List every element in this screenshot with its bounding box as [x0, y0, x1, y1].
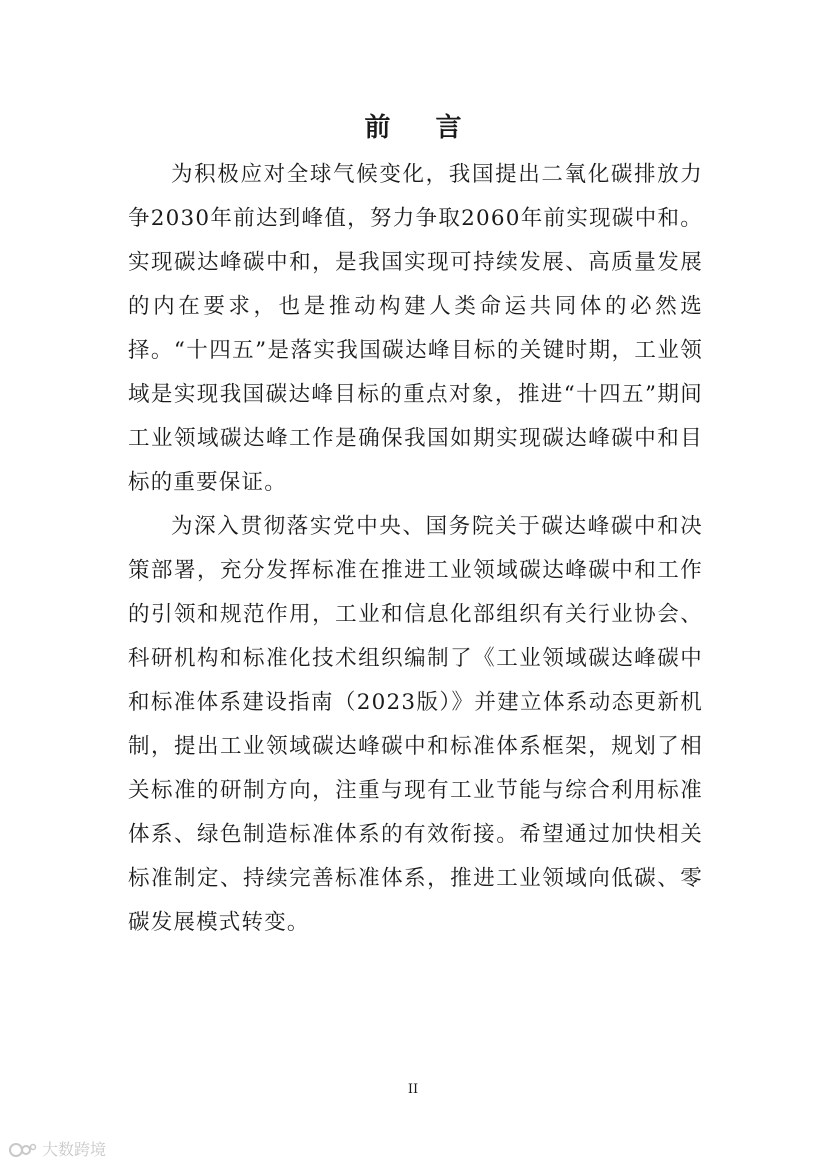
watermark-text: 大数跨境: [42, 1140, 107, 1159]
page-number: II: [407, 1082, 419, 1097]
page-title: 前 言: [364, 113, 480, 143]
watermark: [8, 1140, 106, 1160]
body-text: [128, 153, 703, 945]
paragraph-2: 为深入贯彻落实党中央、国务院关于碳达峰碳中和决策部署，充分发挥标准在推进工业领域碳达峰碳中和工作的引领和规范作用，工业和信息化部组织有关行业协会、科研机构和标准化技术组织编制了《工业领域碳达峰碳中和标准体系建设指南（2023版）》并建立体系动态更新机制，提出工业领域碳达峰碳中和标准体系框架，规划了相关标准的研制方向，注重与现有工业节能与综合利用标准体系、绿色制造标准体系的有效衔接。希望通过加快相关标准制定、持续完善标准体系，推进工业领域向低碳、零碳发展模式转变。: [128, 514, 703, 935]
paragraph-1: 为积极应对全球气候变化，我国提出二氧化碳排放力争2030年前达到峰值，努力争取2060年前实现碳中和。实现碳达峰碳中和，是我国实现可持续发展、高质量发展的内在要求，也是推动构建人类命运共同体的必然选择。“十四五”是落实我国碳达峰目标的关键时期，工业领域是实现我国碳达峰目标的重点对象，推进“十四五”期间工业领域碳达峰工作是确保我国如期实现碳达峰碳中和目标的重要保证。: [128, 162, 703, 495]
brand-logo-icon: [8, 1140, 38, 1160]
